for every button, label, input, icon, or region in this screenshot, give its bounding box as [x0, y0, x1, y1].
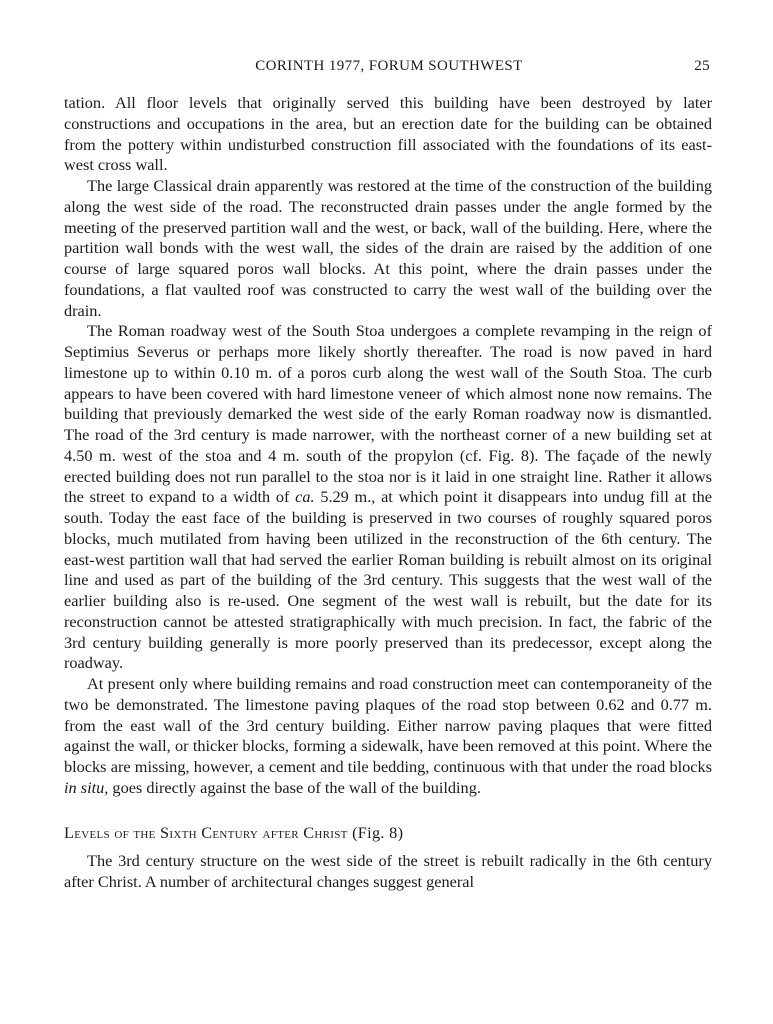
italic-ca: ca.	[295, 487, 315, 507]
paragraph-1: tation. All floor levels that originally served this building have been destroyed by later constructions and occupations in the area, but an erection date for the building can be obtained from the pottery within undisturbed construction fill associated with the foundations of its east-west cross wall.	[64, 93, 712, 175]
running-title: CORINTH 1977, FORUM SOUTHWEST	[255, 58, 523, 74]
paragraph-3: The Roman roadway west of the South Stoa undergoes a complete revamping in the reign of Septimius Severus or perhaps more likely shortly thereafter. The road is now paved in hard limestone up to within 0.10 m. of a poros curb along the west wall of the South Stoa. The curb appears to have been covered with hard limestone veneer of which almost none now remains. The building that previously demarked the west side of the early Roman roadway now is dismantled. The road of the 3rd century is made narrower, with the northeast corner of a new building set at 4.50 m. west of the stoa and 4 m. south of the propylon (cf. Fig. 8). The façade of the newly erected building does not run parallel to the stoa nor is it laid in one straight line. Rather it allows the street to expand to a width of ca. 5.29 m., at which point it disappears into undug fill at the south. Today the east face of the building is preserved in two courses of roughly squared poros blocks, much mutilated from having been utilized in the reconstruction of the 6th century. The east-west partition wall that had served the earlier Roman building is rebuilt almost on its original line and used as part of the building of the 3rd century. This suggests that the west wall of the earlier building also is re-used. One segment of the west wall is rebuilt, but the date for its reconstruction cannot be attested stratigraphically with much precision. In fact, the fabric of the 3rd century building generally is more poorly preserved than its predecessor, except along the roadway.	[64, 321, 713, 673]
body-text	[64, 93, 712, 893]
page-header	[64, 58, 714, 80]
italic-in-situ: in situ,	[64, 777, 109, 797]
page-number: 25	[694, 58, 710, 74]
figure-reference: (Fig. 8)	[352, 822, 404, 842]
section-title: Levels of the Sixth Century after Christ	[64, 822, 348, 842]
paragraph-4: At present only where building remains and road construction meet can contemporaneity of the two be demonstrated. The limestone paving plaques of the road stop between 0.62 and 0.77 m. from the east wall of the 3rd century building. Either narrow paving plaques that were fitted against the wall, or thicker blocks, forming a sidewalk, have been removed at this point. Where the blocks are missing, however, a cement and tile bedding, continuous with that under the road blocks in situ, goes directly against the base of the wall of the building.	[64, 674, 712, 797]
paragraph-2: The large Classical drain apparently was restored at the time of the construction of the building along the west side of the road. The reconstructed drain passes under the angle formed by the meeting of the preserved partition wall and the west, or back, wall of the building. Here, where the partition wall bonds with the west wall, the sides of the drain are raised by the addition of one course of large squared poros wall blocks. At this point, where the drain passes under the foundations, a flat vaulted roof was constructed to carry the west wall of the building over the drain.	[64, 176, 712, 320]
paragraph-5: The 3rd century structure on the west side of the street is rebuilt radically in the 6th century after Christ. A number of architectural changes suggest general	[64, 851, 712, 891]
section-heading	[64, 823, 712, 844]
